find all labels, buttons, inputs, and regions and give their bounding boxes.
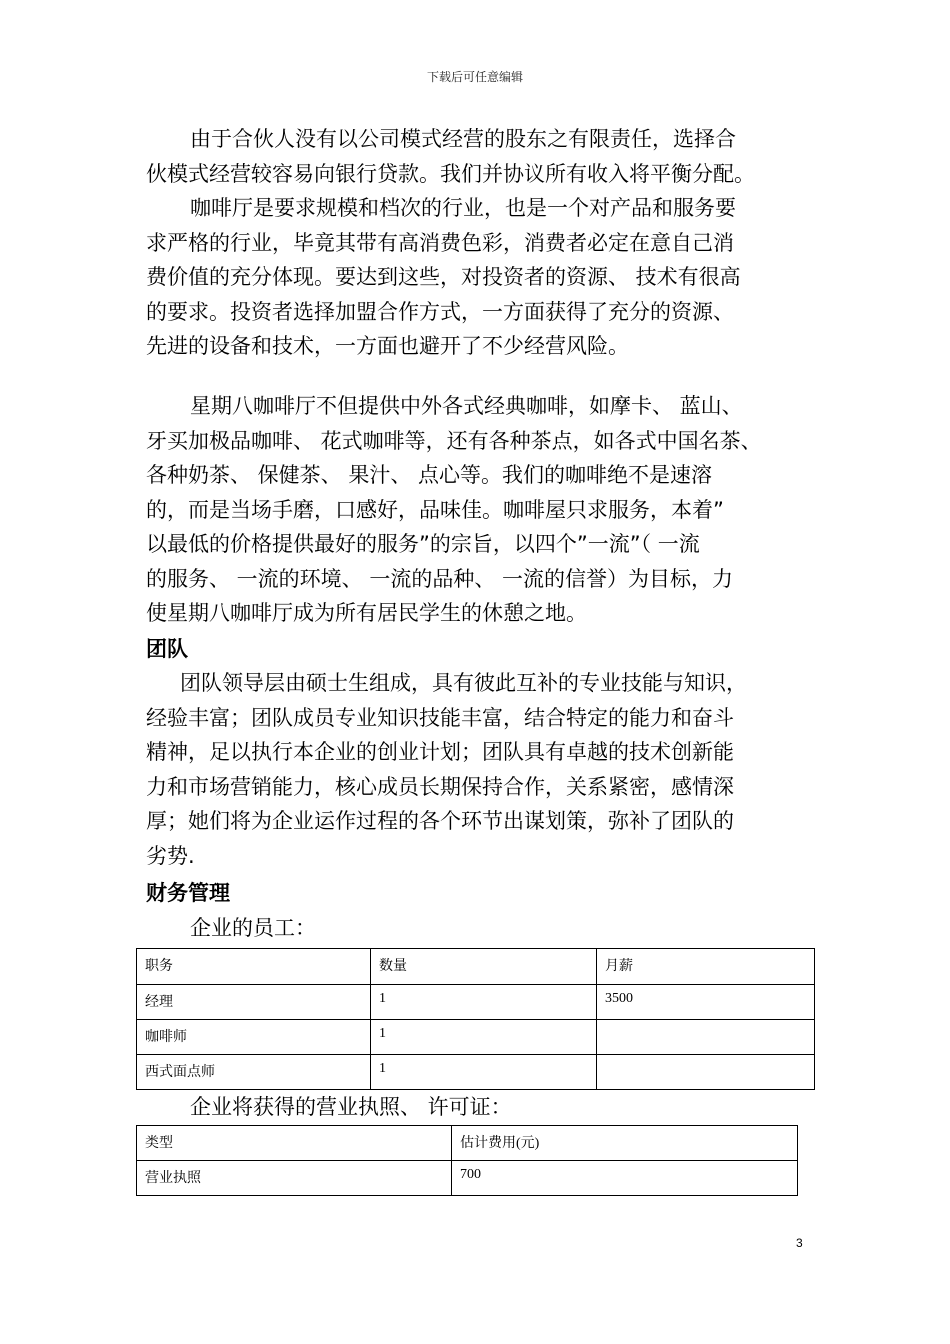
text-line: 力和市场营销能力，核心成员长期保持合作，关系紧密，感情深	[146, 774, 734, 799]
text-line: 使星期八咖啡厅成为所有居民学生的休憩之地。	[146, 601, 587, 625]
heading-text: 财务管理	[146, 881, 230, 905]
table-row	[137, 985, 815, 1020]
page-number: 3	[796, 1236, 803, 1250]
table-header-row	[137, 949, 815, 985]
text-line: 牙买加极品咖啡、 花式咖啡等，还有各种茶点，如各式中国名茶、	[146, 428, 762, 453]
text-line: 的，而是当场手磨，口感好，品味佳。咖啡屋只求服务，本着”	[146, 497, 724, 522]
text-line: 以最低的价格提供最好的服务”的宗旨，以四个”一流”（ 一流	[146, 532, 700, 556]
text-line: 精神，足以执行本企业的创业计划；团队具有卓越的技术创新能	[146, 740, 734, 764]
table-header-cell: 月薪	[597, 949, 815, 985]
text-line: 各种奶茶、 保健茶、 果汁、 点心等。我们的咖啡绝不是速溶	[146, 463, 713, 487]
paragraph-products	[146, 389, 826, 631]
table-cell: 西式面点师	[137, 1055, 371, 1090]
text-line: 的服务、 一流的环境、 一流的品种、 一流的信誉）为目标，力	[146, 566, 734, 591]
section-heading-team	[146, 632, 826, 667]
page-header: 下载后可任意编辑	[426, 70, 523, 84]
table-header-row	[137, 1126, 798, 1161]
table-header-cell: 类型	[137, 1126, 452, 1161]
table-cell: 营业执照	[137, 1161, 452, 1196]
text-line: 先进的设备和技术，一方面也避开了不少经营风险。	[146, 334, 629, 358]
section-heading-finance	[146, 876, 826, 911]
paragraph-team	[146, 666, 826, 873]
table-cell: 1	[371, 1055, 597, 1090]
text-line: 团队领导层由硕士生组成，具有彼此互补的专业技能与知识，	[180, 671, 747, 695]
table-cell: 经理	[137, 985, 371, 1020]
text-line: 厚；她们将为企业运作过程的各个环节出谋划策，弥补了团队的	[146, 809, 734, 833]
table-cell: 3500	[597, 985, 815, 1020]
table-cell	[597, 1055, 815, 1090]
table-cell: 咖啡师	[137, 1020, 371, 1055]
text-line: 的要求。投资者选择加盟合作方式，一方面获得了充分的资源、	[146, 299, 734, 324]
staff-table	[136, 948, 815, 1090]
table-row	[137, 1020, 815, 1055]
table-cell: 1	[371, 1020, 597, 1055]
table-row	[137, 1055, 815, 1090]
text-line: 由于合伙人没有以公司模式经营的股东之有限责任，选择合	[190, 127, 736, 151]
license-table	[136, 1125, 798, 1196]
table-header-cell: 职务	[137, 949, 371, 985]
paragraph-partnership	[146, 122, 826, 191]
table-cell: 700	[452, 1161, 798, 1196]
table-cell: 1	[371, 985, 597, 1020]
license-table-caption: 企业将获得的营业执照、 许可证：	[190, 1095, 512, 1119]
paragraph-industry	[146, 191, 826, 364]
text-line: 咖啡厅是要求规模和档次的行业，也是一个对产品和服务要	[190, 196, 736, 220]
text-line: 求严格的行业，毕竟其带有高消费色彩，消费者必定在意自己消	[146, 230, 734, 255]
text-line: 经验丰富；团队成员专业知识技能丰富，结合特定的能力和奋斗	[146, 705, 734, 730]
text-line: 星期八咖啡厅不但提供中外各式经典咖啡，如摩卡、 蓝山、	[190, 394, 743, 418]
table-header-cell: 估计费用(元)	[452, 1126, 798, 1161]
table-header-cell: 数量	[371, 949, 597, 985]
heading-text: 团队	[146, 637, 188, 661]
text-line: 伙模式经营较容易向银行贷款。我们并协议所有收入将平衡分配。	[146, 161, 755, 186]
table-row	[137, 1161, 798, 1196]
table-cell	[597, 1020, 815, 1055]
text-line: 劣势.	[146, 843, 195, 868]
text-line: 费价值的充分体现。要达到这些，对投资者的资源、 技术有很高	[146, 265, 741, 289]
staff-table-caption: 企业的员工：	[190, 916, 316, 940]
